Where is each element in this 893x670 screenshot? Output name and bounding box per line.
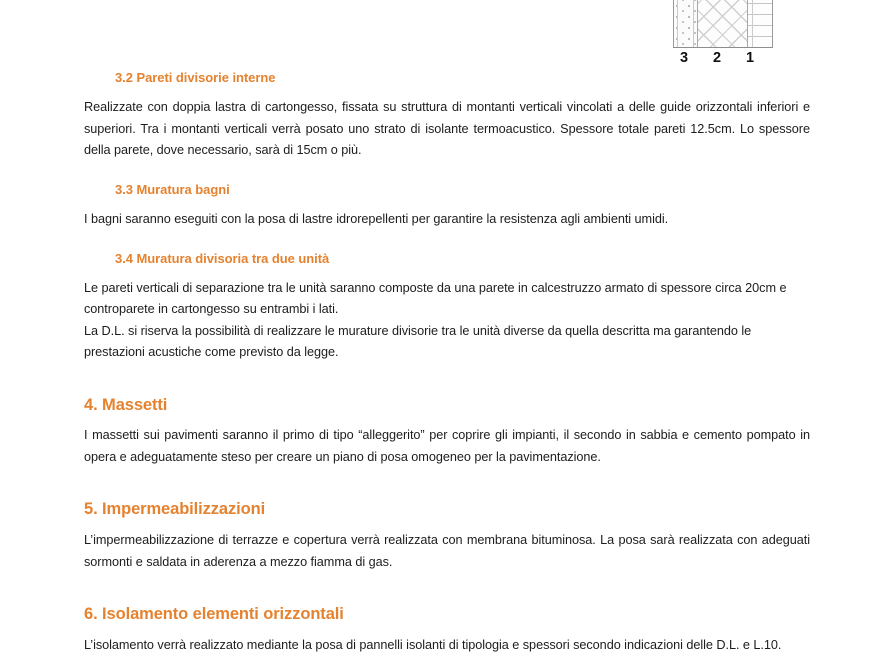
paragraph-3-2: Realizzate con doppia lastra di cartongesso, fissata su struttura di montanti verticali vincolati a delle guide orizzontali inferiori e superiori. Tra i montanti verticali verrà posato uno strato di isolante termoacustico. Spessore totale pareti 12.5cm. Lo spessore della parete, dove necessario, sarà di 15cm o più.: [84, 100, 810, 158]
paragraph-3-4-b: La D.L. si riserva la possibilità di realizzare le murature divisorie tra le unità diverse da quella descritta ma garantendo le prestazioni acustiche come previsto da legge.: [84, 323, 752, 360]
paragraph-3-4-a: Le pareti verticali di separazione tra le unità saranno composte da una parete in calcestruzzo armato di spessore circa 20cm e controparete in cartongesso su entrambi i lati.: [84, 280, 787, 317]
paragraph-5: L’impermeabilizzazione di terrazze e copertura verrà realizzata con membrana bituminosa. La posa sarà realizzata con adeguati sormonti e saldata in aderenza a mezzo fiamma di gas.: [84, 533, 810, 569]
figure-label-1: 1: [746, 50, 755, 66]
spacer: [84, 415, 810, 425]
heading-3-2: 3.2 Pareti divisorie interne: [115, 70, 276, 85]
wall-section-diagram: [673, 0, 773, 48]
spacer: [84, 573, 810, 604]
document-body: [84, 70, 810, 656]
heading-3-4: 3.4 Muratura divisoria tra due unità: [115, 250, 330, 266]
spacer: [84, 625, 810, 635]
paragraph-4: I massetti sui pavimenti saranno il primo di tipo “alleggerito” per coprire gli impianti, il secondo in sabbia e cemento pompato in opera e adeguatamente steso per creare un piano di posa omogeneo per la pavimentazione.: [84, 428, 810, 464]
spacer: [84, 162, 810, 182]
figure-label-3: 3: [680, 50, 689, 66]
wall-section-figure: [668, 0, 778, 70]
heading-4-massetti: 4. Massetti: [84, 395, 168, 414]
spacer: [84, 520, 810, 530]
heading-5-impermeabilizzazioni: 5. Impermeabilizzazioni: [84, 500, 266, 519]
figure-label-2: 2: [713, 50, 722, 66]
wall-layer-insulation-icon: [674, 0, 698, 47]
spacer: [84, 198, 810, 209]
wall-layer-block-icon: [748, 0, 772, 47]
paragraph-6: L’isolamento verrà realizzato mediante la posa di pannelli isolanti di tipologia e spessori secondo indicazioni delle D.L. e L.10.: [84, 637, 782, 652]
spacer: [84, 364, 810, 395]
spacer: [84, 231, 810, 251]
wall-layer-concrete-icon: [698, 0, 748, 47]
heading-6-isolamento: 6. Isolamento elementi orizzontali: [84, 605, 344, 623]
spacer: [84, 86, 810, 97]
paragraph-3-3: I bagni saranno eseguiti con la posa di lastre idrorepellenti per garantire la resistenza agli ambienti umidi.: [84, 212, 669, 226]
spacer: [84, 468, 810, 499]
spacer: [84, 267, 810, 278]
wall-section-labels: [668, 50, 778, 70]
heading-3-3: 3.3 Muratura bagni: [115, 181, 230, 197]
